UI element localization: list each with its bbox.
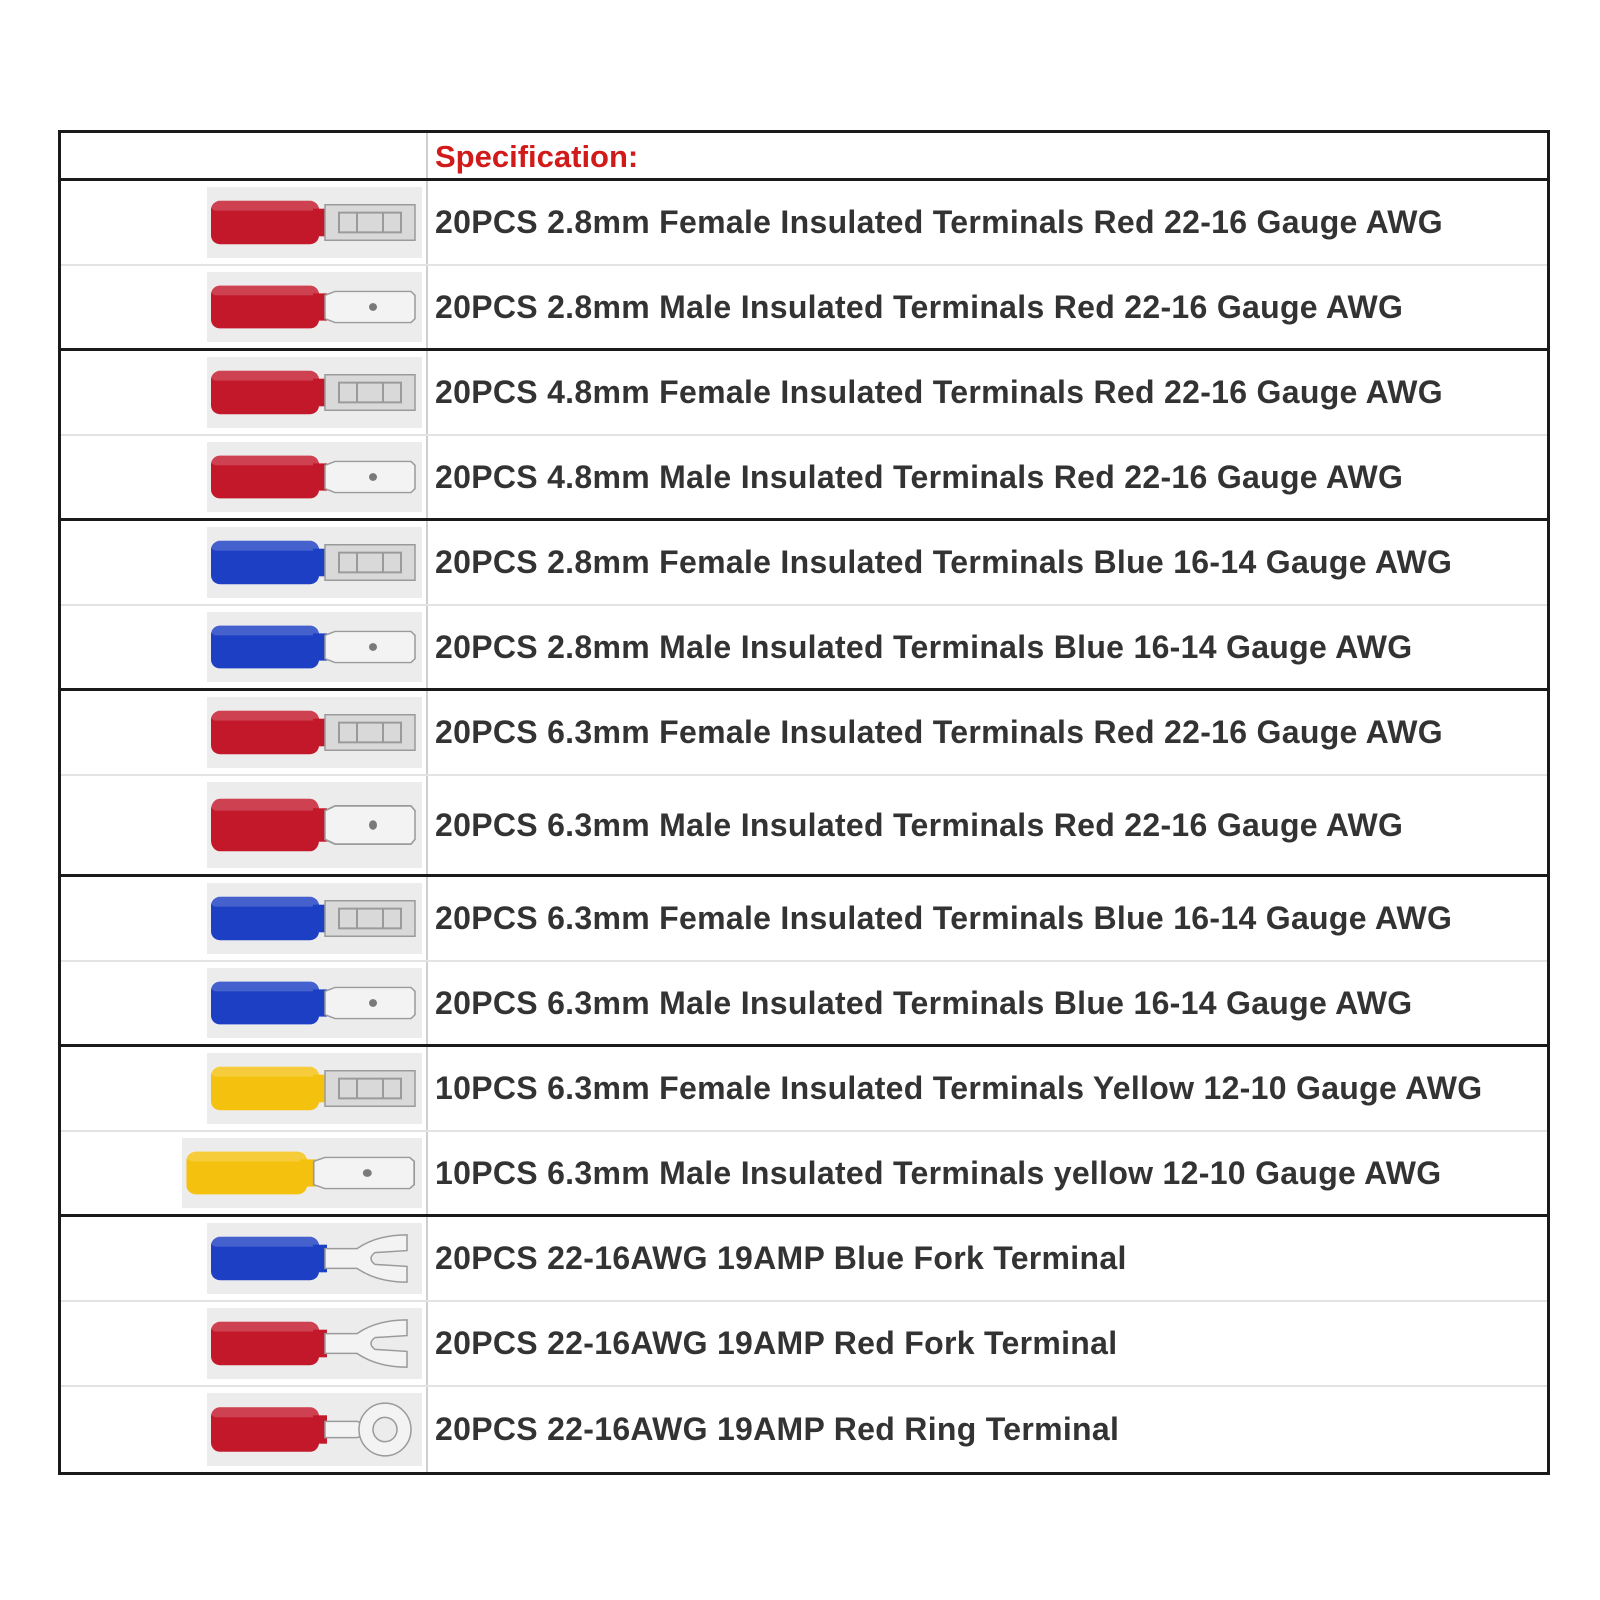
row-description: 20PCS 6.3mm Female Insulated Terminals Blue 16-14 Gauge AWG xyxy=(435,900,1453,936)
row-description: 20PCS 22-16AWG 19AMP Red Ring Terminal xyxy=(435,1411,1120,1447)
specification-table xyxy=(58,130,1550,1475)
blue-male-spade-terminal-icon xyxy=(207,612,422,682)
blue-male-spade-terminal-icon xyxy=(207,968,422,1038)
blue-female-spade-terminal-icon xyxy=(207,883,422,954)
row-description: 20PCS 6.3mm Male Insulated Terminals Red 22-16 Gauge AWG xyxy=(435,806,1404,843)
row-description: 20PCS 4.8mm Male Insulated Terminals Red 22-16 Gauge AWG xyxy=(435,458,1404,495)
blue-fork-terminal-icon xyxy=(207,1223,422,1294)
red-male-spade-terminal-icon xyxy=(207,272,422,342)
table-row xyxy=(61,436,1547,521)
row-description: 20PCS 6.3mm Female Insulated Terminals Red 22-16 Gauge AWG xyxy=(435,714,1443,750)
table-row xyxy=(61,776,1547,877)
table-row xyxy=(61,1132,1547,1217)
yellow-male-spade-terminal-icon xyxy=(182,1138,422,1208)
blue-female-spade-terminal-icon xyxy=(207,527,422,598)
table-row xyxy=(61,181,1547,266)
table-row xyxy=(61,1302,1547,1387)
red-ring-terminal-icon xyxy=(207,1393,422,1466)
row-description: 20PCS 22-16AWG 19AMP Red Fork Terminal xyxy=(435,1325,1118,1361)
row-description: 20PCS 2.8mm Female Insulated Terminals Red 22-16 Gauge AWG xyxy=(435,204,1443,240)
table-row xyxy=(61,691,1547,776)
table-row xyxy=(61,1387,1547,1472)
table-row xyxy=(61,351,1547,436)
table-row xyxy=(61,606,1547,691)
table-row xyxy=(61,521,1547,606)
red-female-spade-terminal-icon xyxy=(207,697,422,768)
yellow-female-spade-terminal-icon xyxy=(207,1053,422,1124)
table-row xyxy=(61,877,1547,962)
row-description: 20PCS 4.8mm Female Insulated Terminals Red 22-16 Gauge AWG xyxy=(435,374,1443,410)
row-description: 10PCS 6.3mm Female Insulated Terminals Yellow 12-10 Gauge AWG xyxy=(435,1070,1483,1106)
row-description: 20PCS 22-16AWG 19AMP Blue Fork Terminal xyxy=(435,1240,1127,1276)
table-row xyxy=(61,1217,1547,1302)
row-description: 20PCS 6.3mm Male Insulated Terminals Blue 16-14 Gauge AWG xyxy=(435,984,1413,1021)
red-male-spade-terminal-icon xyxy=(207,442,422,512)
red-female-spade-terminal-icon xyxy=(207,187,422,258)
table-row xyxy=(61,1047,1547,1132)
specification-title: Specification: xyxy=(435,139,639,174)
row-description: 10PCS 6.3mm Male Insulated Terminals yellow 12-10 Gauge AWG xyxy=(435,1154,1442,1191)
header-image-cell xyxy=(61,133,428,178)
row-description: 20PCS 2.8mm Female Insulated Terminals Blue 16-14 Gauge AWG xyxy=(435,544,1453,580)
table-row xyxy=(61,962,1547,1047)
table-row xyxy=(61,266,1547,351)
row-description: 20PCS 2.8mm Male Insulated Terminals Blue 16-14 Gauge AWG xyxy=(435,628,1413,665)
row-description: 20PCS 2.8mm Male Insulated Terminals Red 22-16 Gauge AWG xyxy=(435,288,1404,325)
table-header xyxy=(61,133,1547,181)
red-fork-terminal-icon xyxy=(207,1308,422,1379)
red-female-spade-terminal-icon xyxy=(207,357,422,428)
red-male-spade-terminal-icon xyxy=(207,782,422,868)
